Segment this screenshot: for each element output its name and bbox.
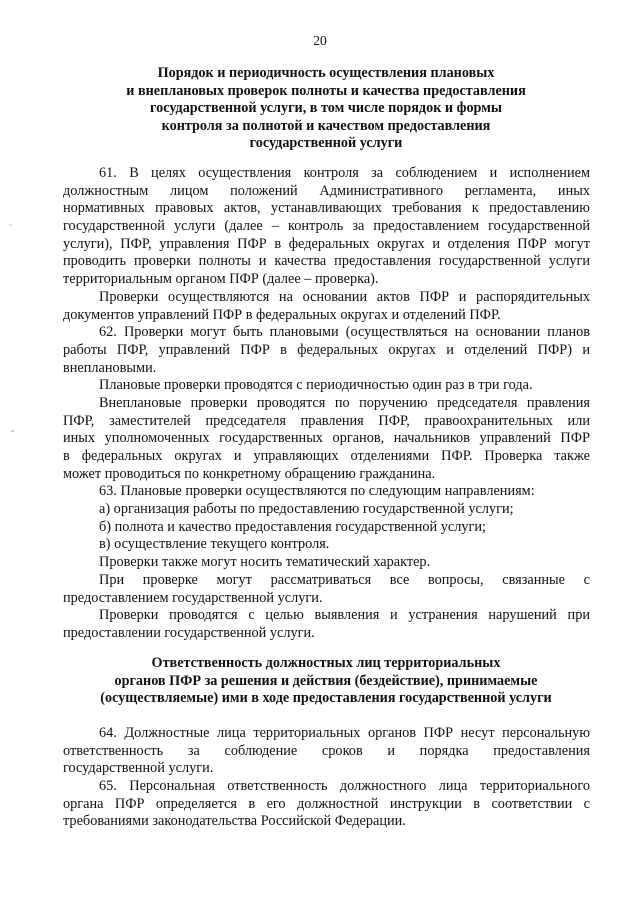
heading-line: Ответственность должностных лиц территориальных	[151, 655, 501, 671]
text-line: требованиями законодательства Российской Федерации.	[63, 813, 406, 830]
text-line: 64. Должностные лица территориальных органов ПФР несут персональную	[99, 725, 590, 741]
section-1-body	[63, 165, 590, 643]
page-number: 20	[313, 33, 327, 48]
paragraph-61	[63, 165, 590, 289]
section-2-heading	[62, 655, 590, 708]
text-line: государственной услуги (далее – контроль за предоставлением государственной	[63, 218, 590, 235]
paragraph-thematic	[63, 554, 590, 572]
text-line: органа ПФР определяется в его должностной инструкции в соответствии с	[63, 795, 590, 812]
text-line: должностным лицом положений Административного регламента, иных	[63, 182, 590, 199]
heading-line: и внеплановых проверок полноты и качества предоставления	[126, 82, 526, 99]
text-line: Проверки проводятся с целью выявления и устранения нарушений при	[99, 607, 590, 624]
text-line: услуги), ПФР, управления ПФР в федеральных округах и отделения ПФР могут	[63, 235, 590, 252]
text-line: внеплановыми.	[63, 359, 157, 376]
paragraph-checks-basis	[63, 289, 590, 324]
text-line: в федеральных округах и управляющих отделениями ПФР. Проверка также	[63, 448, 590, 464]
text-line: иных уполномоченных государственных органов, начальников управлений ПФР	[63, 430, 590, 447]
text-line: Внеплановые проверки проводятся по поручению председателя правления	[99, 394, 590, 411]
text-line: При проверке могут рассматриваться все вопросы, связанные с	[99, 571, 590, 588]
text-line: 63. Плановые проверки осуществляются по следующим направлениям:	[99, 483, 535, 500]
text-line: предоставлением государственной услуги.	[63, 589, 323, 606]
text-line: государственной услуги.	[63, 760, 214, 777]
section-2-body	[63, 725, 590, 831]
text-line: документов управлений ПФР в федеральных округах и отделений ПФР.	[63, 306, 501, 323]
paragraph-questions	[63, 572, 590, 607]
section-1-heading	[62, 65, 590, 153]
text-line: 62. Проверки могут быть плановыми (осуществляться на основании планов	[99, 324, 590, 341]
paragraph-63	[63, 483, 590, 501]
text-line: 65. Персональная ответственность должностного лица территориального	[99, 778, 590, 795]
text-line: ПФР, заместителей председателя правления ПФР, правоохранительных или	[63, 412, 590, 429]
heading-line: Порядок и периодичность осуществления плановых	[157, 65, 495, 81]
scan-mark: ˆ	[10, 430, 15, 441]
text-line: территориальным органом ПФР (далее – проверка).	[63, 271, 379, 288]
heading-line: государственной услуги, в том числе порядок и формы	[150, 100, 502, 117]
text-line: предоставлении государственной услуги.	[63, 624, 315, 641]
heading-line: (осуществляемые) ими в ходе предоставления государственной услуги	[100, 690, 552, 707]
paragraph-64	[63, 725, 590, 778]
text-line: Проверки также могут носить тематический характер.	[99, 554, 431, 571]
text-line: проводить проверки полноты и качества предоставления государственной услуги	[63, 253, 590, 270]
list-item-a	[63, 501, 590, 519]
text-line: Плановые проверки проводятся с периодичностью один раз в три года.	[99, 377, 533, 394]
paragraph-65	[63, 778, 590, 831]
text-line: ответственность за соблюдение сроков и порядка предоставления	[63, 742, 590, 759]
paragraph-purpose	[63, 607, 590, 642]
scan-mark: ¨	[8, 224, 13, 235]
text-line: в) осуществление текущего контроля.	[99, 536, 330, 553]
text-line: Проверки осуществляются на основании актов ПФР и распорядительных	[99, 288, 590, 305]
text-line: а) организация работы по предоставлению государственной услуги;	[99, 501, 514, 518]
list-item-v	[63, 536, 590, 554]
text-line: может проводиться по конкретному обращению гражданина.	[63, 465, 436, 482]
text-line: б) полнота и качество предоставления государственной услуги;	[99, 518, 486, 535]
paragraph-unplanned-checks	[63, 395, 590, 483]
text-line: 61. В целях осуществления контроля за соблюдением и исполнением	[99, 165, 590, 181]
list-item-b	[63, 519, 590, 537]
heading-line: контроля за полнотой и качеством предоставления	[161, 117, 491, 134]
heading-line: государственной услуги	[249, 135, 403, 152]
text-line: работы ПФР, управлений ПФР в федеральных округах и отделений ПФР) и	[63, 341, 590, 358]
heading-line: органов ПФР за решения и действия (бездействие), принимаемые	[114, 672, 538, 689]
paragraph-planned-checks	[63, 377, 590, 395]
paragraph-62	[63, 324, 590, 377]
text-line: нормативных правовых актов, устанавливающих требования к предоставлению	[63, 200, 590, 217]
